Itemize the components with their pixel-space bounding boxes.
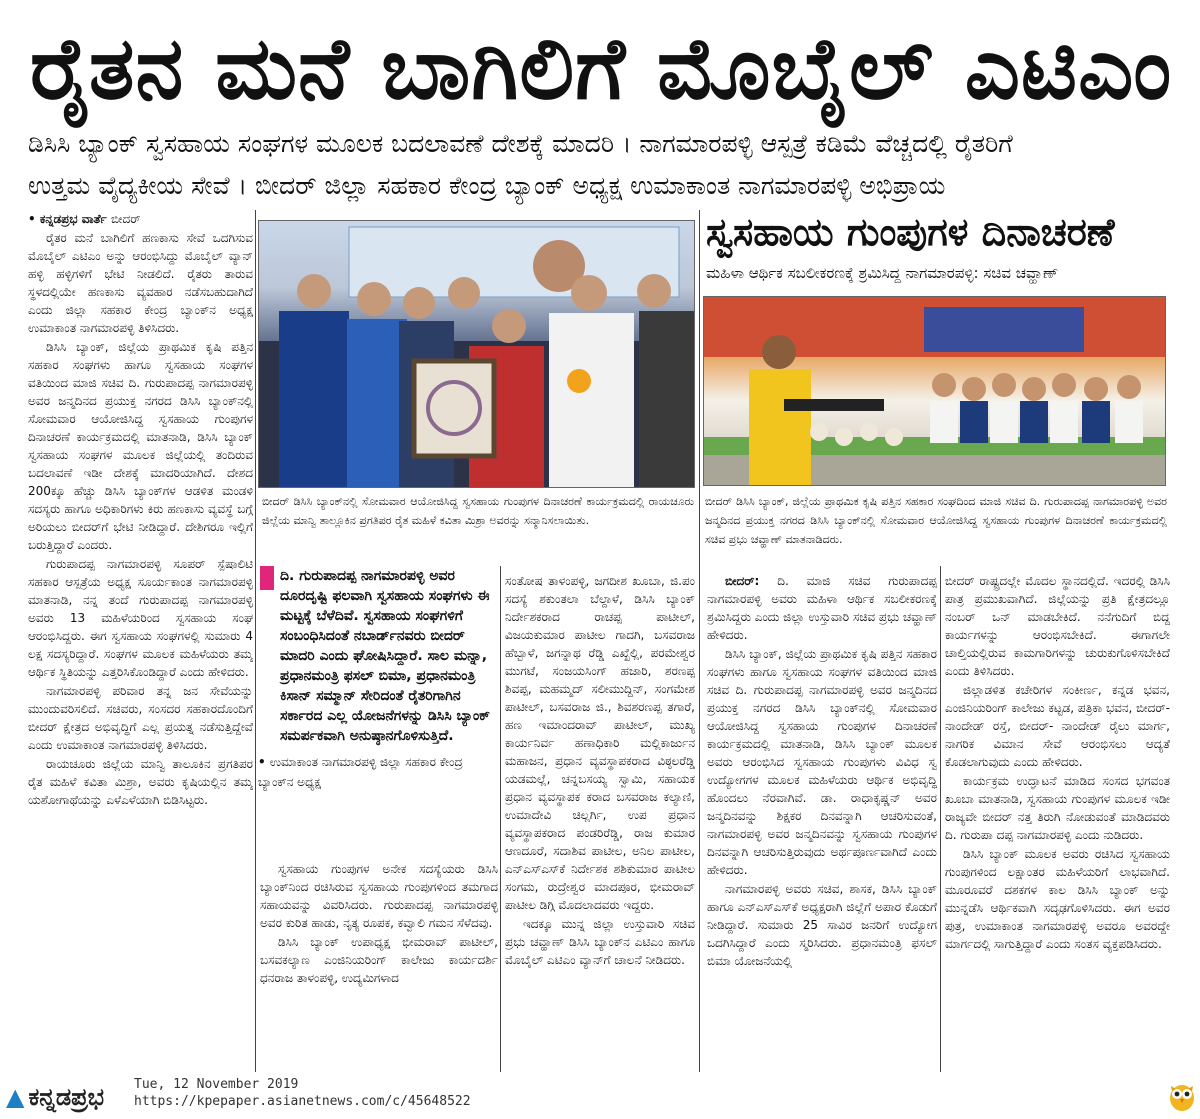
photo-felicitation-illustration (259, 221, 695, 488)
paragraph: ಗುರುಪಾದಪ್ಪ ನಾಗಮಾರಪಳ್ಳಿ ಸೂಪರ್ ಸ್ಪೆಷಾಲಿಟಿ ಸಹಕಾರ ಆಸ್ಪತ್ರೆಯ ಅಧ್ಯಕ್ಷ ಸೂರ್ಯಕಾಂತ ನಾಗಮಾರಪಳ್ಳಿ ಮಾತನಾಡಿ, ನನ್ನ ತಂದೆ ಗುರುಪಾದಪ್ಪ ನಾಗಮಾರಪಳ್ಳಿ ಅವರು 13 ಮಹಿಳೆಯರಿಂದ ಸ್ವಸಹಾಯ ಸಂಘ ಆರಂಭಿಸಿದ್ದರು. ಈಗ ಸ್ವಸಹಾಯ ಸಂಘಗಳಲ್ಲಿ ಸುಮಾರು 4 ಲಕ್ಷ ಸದಸ್ಯರಿದ್ದಾರೆ. ಸಂಘಗಳ ಮೂಲಕ ಮಹಿಳೆಯರು ತಮ್ಮ ಆರ್ಥಿಕ ಸ್ಥಿತಿಯನ್ನು ಎತ್ತರಿಸಿಕೊಂಡಿದ್ದಾರೆ ಎಂದು ಹೇಳಿದರು. (28, 557, 253, 679)
publication-logo (6, 1083, 104, 1111)
paragraph: ಬೀದರ್ ರಾಷ್ಟ್ರದಲ್ಲೇ ಮೊದಲ ಸ್ಥಾನದಲ್ಲಿದೆ. ಇದರಲ್ಲಿ ಡಿಸಿಸಿ ಪಾತ್ರ ಪ್ರಮುಖವಾಗಿದೆ. ಜಿಲ್ಲೆಯನ್ನು ಪ್ರತಿ ಕ್ಷೇತ್ರದಲ್ಲೂ ನಂಬರ್ ಒನ್ ಮಾಡಬೇಕಿದೆ. ನನೆಗುದಿಗೆ ಬಿದ್ದ ಕಾರ್ಯಗಳನ್ನು ಆರಂಭಿಸಬೇಕಿದೆ. ಈಗಾಗಲೇ ಚಾಲ್ತಿಯಲ್ಲಿರುವ ಕಾಮಗಾರಿಗಳನ್ನು ಚುರುಕುಗೊಳಿಸಬೇಕಿದೆ ಎಂದು ತಿಳಿಸಿದರು. (945, 574, 1170, 678)
article-column-4 (707, 572, 937, 1072)
paragraph: ಡಿಸಿಸಿ ಬ್ಯಾಂಕ್, ಜಿಲ್ಲೆಯ ಪ್ರಾಥಮಿಕ ಕೃಷಿ ಪತ್ತಿನ ಸಹಕಾರ ಸಂಘಗಳು ಹಾಗೂ ಸ್ವಸಹಾಯ ಸಂಘಗಳ ವತಿಯಿಂದ ಮಾಜಿ ಸಚಿವ ದಿ. ಗುರುಪಾದಪ್ಪ ನಾಗಮಾರಪಳ್ಳಿ ಅವರ ಜನ್ಮದಿನದ ಪ್ರಯುಕ್ತ ನಗರದ ಡಿಸಿಸಿ ಬ್ಯಾಂಕ್‌ನಲ್ಲಿ ಸೋಮವಾರ ಆಯೋಜಿಸಿದ್ದ ಸ್ವಸಹಾಯ ಗುಂಪುಗಳ ದಿನಾಚರಣೆ ಕಾರ್ಯಕ್ರಮದಲ್ಲಿ ಮಾತನಾಡಿ, ಡಿಸಿಸಿ ಬ್ಯಾಂಕ್ ಸ್ವಸಹಾಯ ಸಂಘಗಳ ಮೂಲಕ ಜಿಲ್ಲೆಯಲ್ಲಿ ತಂದಿರುವ ಬದಲಾವಣೆ ಇಡೀ ದೇಶಕ್ಕೆ ಮಾದರಿಯಾಗಿದೆ. ದೇಶದ 200ಕ್ಕೂ ಹೆಚ್ಚು ಡಿಸಿಸಿ ಬ್ಯಾಂಕ್‌ಗಳ ಆಡಳಿತ ಮಂಡಳಿ ಸದಸ್ಯರು ಹಾಗೂ ಅಧಿಕಾರಿಗಳು ಕಿರು ಹಣಕಾಸು ವ್ಯವಸ್ಥೆ ಬಗ್ಗೆ ಅರಿಯಲು ಬೀದರ್‌ಗೆ ಭೇಟಿ ನೀಡಿದ್ದಾರೆ. ದೇಶಿಗರೂ ಇಲ್ಲಿಗೆ ಬರುತ್ತಿದ್ದಾರೆ ಎಂದರು. (28, 340, 253, 552)
paragraph-text: ದಿ. ಮಾಜಿ ಸಚಿವ ಗುರುಪಾದಪ್ಪ ನಾಗಮಾರಪಳ್ಳಿ ಅವರು ಮಹಿಳಾ ಆರ್ಥಿಕ ಸಬಲೀಕರಣಕ್ಕೆ ಶ್ರಮಿಸಿದ್ದರು ಎಂದು ಜಿಲ್ಲಾ ಉಸ್ತುವಾರಿ ಸಚಿವ ಪ್ರಭು ಚವ್ಹಾಣ್ ಹೇಳಿದರು. (707, 574, 937, 642)
pull-quote (258, 566, 498, 792)
byline-location: ಬೀದರ್ (110, 212, 141, 226)
owl-icon (1167, 1080, 1197, 1112)
paragraph: ಸ್ವಸಹಾಯ ಗುಂಪುಗಳ ಅನೇಕ ಸದಸ್ಯೆಯರು ಡಿಸಿಸಿ ಬ್ಯಾಂಕ್‌ನಿಂದ ರಚಿಸಿರುವ ಸ್ವಸಹಾಯ ಗುಂಪುಗಳಿಂದ ತಮಗಾದ ಸಹಾಯವನ್ನು ವಿವರಿಸಿದರು. ಗುರುಪಾದಪ್ಪ ನಾಗಮಾರಪಳ್ಳಿ ಅವರ ಕುರಿತ ಹಾಡು, ನೃತ್ಯ ರೂಪಕ, ಕವ್ವಾಲಿ ಗಮನ ಸೆಳೆದವು. (260, 862, 498, 930)
photo-minister-speech-caption: ಬೀದರ್ ಡಿಸಿಸಿ ಬ್ಯಾಂಕ್, ಜಿಲ್ಲೆಯ ಪ್ರಾಥಮಿಕ ಕೃಷಿ ಪತ್ತಿನ ಸಹಕಾರ ಸಂಘದಿಂದ ಮಾಜಿ ಸಚಿವ ದಿ. ಗುರುಪಾದಪ್ಪ ನಾಗಮಾರಪಳ್ಳಿ ಅವರ ಜನ್ಮದಿನದ ಪ್ರಯುಕ್ತ ನಗರದ ಡಿಸಿಸಿ ಬ್ಯಾಂಕ್‌ನಲ್ಲಿ ಸೋಮವಾರ ಆಯೋಜಿಸಿದ್ದ ಸ್ವಸಹಾಯ ಗುಂಪುಗಳ ದಿನಾಚರಣೆ ಕಾರ್ಯಕ್ರಮದಲ್ಲಿ ಸಚಿವ ಪ್ರಭು ಚವ್ಹಾಣ್ ಮಾತನಾಡಿದರು. (705, 495, 1167, 546)
section-subtitle: ಮಹಿಳಾ ಆರ್ಥಿಕ ಸಬಲೀಕರಣಕ್ಕೆ ಶ್ರಮಿಸಿದ್ದ ನಾಗಮಾರಪಳ್ಳಿ: ಸಚಿವ ಚವ್ಹಾಣ್ (706, 264, 1059, 282)
subdeck-line-1: ಡಿಸಿಸಿ ಬ್ಯಾಂಕ್ ಸ್ವಸಹಾಯ ಸಂಘಗಳ ಮೂಲಕ ಬದಲಾವಣೆ ದೇಶಕ್ಕೆ ಮಾದರಿ । ನಾಗಮಾರಪಳ್ಳಿ ಆಸ್ಪತ್ರೆ ಕಡಿಮೆ ವೆಚ್ಚದಲ್ಲಿ ರೈತರಿಗೆ (28, 129, 1013, 158)
paragraph: ರಾಯಚೂರು ಜಿಲ್ಲೆಯ ಮಾನ್ವಿ ತಾಲೂಕಿನ ಪ್ರಗತಿಪರ ರೈತ ಮಹಿಳೆ ಕವಿತಾ ಮಿಶ್ರಾ, ಅವರು ಕೃಷಿಯಲ್ಲಿನ ತಮ್ಮ ಯಶೋಗಾಥೆಯನ್ನು ಎಳೆಎಳೆಯಾಗಿ ಬಿಡಿಸಿಟ್ಟರು. (28, 757, 253, 807)
column-divider (699, 210, 700, 1072)
photo-minister-speech-illustration (704, 297, 1166, 486)
subdeck-line-2: ಉತ್ತಮ ವೈದ್ಯಕೀಯ ಸೇವೆ । ಬೀದರ್ ಜಿಲ್ಲಾ ಸಹಕಾರ ಕೇಂದ್ರ ಬ್ಯಾಂಕ್ ಅಧ್ಯಕ್ಷ ಉಮಾಕಾಂತ ನಾಗಮಾರಪಳ್ಳಿ ಅಭಿಪ್ರಾಯ (28, 171, 946, 200)
pull-quote-text: ದಿ. ಗುರುಪಾದಪ್ಪ ನಾಗಮಾರಪಳ್ಳಿ ಅವರ ದೂರದೃಷ್ಟಿ ಫಲವಾಗಿ ಸ್ವಸಹಾಯ ಸಂಘಗಳು ಈ ಮಟ್ಟಕ್ಕೆ ಬೆಳೆದಿವೆ. ಸ್ವಸಹಾಯ ಸಂಘಗಳಿಗೆ ಸಂಬಂಧಿಸಿದಂತೆ ನಬಾರ್ಡ್‌ನವರು ಬೀದರ್ ಮಾದರಿ ಎಂದು ಘೋಷಿಸಿದ್ದಾರೆ. ಸಾಲ ಮನ್ನಾ, ಪ್ರಧಾನಮಂತ್ರಿ ಫಸಲ್ ಬಿಮಾ, ಪ್ರಧಾನಮಂತ್ರಿ ಕಿಸಾನ್ ಸಮ್ಮಾನ್ ಸೇರಿದಂತೆ ರೈತರಿಗಾಗಿನ ಸರ್ಕಾರದ ಎಲ್ಲ ಯೋಜನೆಗಳನ್ನು ಡಿಸಿಸಿ ಬ್ಯಾಂಕ್ ಸಮರ್ಪಕವಾಗಿ ಅನುಷ್ಠಾನಗೊಳಿಸುತ್ತಿದೆ. (280, 568, 491, 744)
paragraph: ಜಿಲ್ಲಾಡಳಿತ ಕಚೇರಿಗಳ ಸಂಕೀರ್ಣ, ಕನ್ನಡ ಭವನ, ಎಂಜಿನಿಯರಿಂಗ್ ಕಾಲೇಜು ಕಟ್ಟಡ, ಪತ್ರಿಕಾ ಭವನ, ಬೀದರ್- ನಾಂದೇಡ್ ರಸ್ತೆ, ಬೀದರ್- ನಾಂದೇಡ್ ರೈಲು ಮಾರ್ಗ, ನಾಗರಿಕ ವಿಮಾನ ಸೇವೆ ಆರಂಭಿಸಲು ಆದ್ಯತೆ ಕೊಡಲಾಗುವುದು ಎಂದು ಹೇಳಿದರು. (945, 683, 1170, 769)
paragraph: ಇದಕ್ಕೂ ಮುನ್ನ ಜಿಲ್ಲಾ ಉಸ್ತುವಾರಿ ಸಚಿವ ಪ್ರಭು ಚವ್ಹಾಣ್ ಡಿಸಿಸಿ ಬ್ಯಾಂಕ್‌ನ ಎಟಿಎಂ ಹಾಗೂ ಮೊಬೈಲ್ ಎಟಿಎಂ ವ್ಯಾನ್‌ಗೆ ಚಾಲನೆ ನೀಡಿದರು. (505, 917, 695, 967)
edition-date: Tue, 12 November 2019 (134, 1077, 299, 1092)
pull-quote-attribution (258, 752, 498, 792)
photo-minister-speech (703, 296, 1166, 486)
photo-felicitation (258, 220, 695, 488)
article-column-2 (260, 860, 498, 1072)
paragraph: ಸಂತೋಷ ತಾಳಂಪಳ್ಳಿ, ಜಗದೀಶ ಖೂಬಾ, ಜಿ.ಪಂ ಸದಸ್ಯೆ ಶಕುಂತಲಾ ಬೆಲ್ದಾಳೆ, ಡಿಸಿಸಿ ಬ್ಯಾಂಕ್ ನಿರ್ದೇಶಕರಾದ ರಾಚಪ್ಪ ಪಾಟೀಲ್, ವಿಜಯಕುಮಾರ ಪಾಟೀಲ ಗಾದಗಿ, ಬಸವರಾಜ ಹೆಬ್ಬಾಳೆ, ಜಗನ್ನಾಥ ರೆಡ್ಡಿ ಎಖ್ಖೆಲ್ಲಿ, ಪರಮೇಶ್ವರ ಮುಗಟೆ, ಸಂಜಯಸಿಂಗ್ ಹಜಾರಿ, ಶರಣಪ್ಪ ಶಿವಪ್ಪ, ಮಹಮ್ಮದ್ ಸಲೀಮುದ್ದಿನ್, ಸಂಗಮೇಶ ಪಾಟೀಲ್, ಬಸವರಾಜ ಜಿ., ಶಿವಶರಣಪ್ಪ ತಗಾರೆ, ಹಣ ಇಮಾಂದರಾವ್ ಪಾಟೀಲ್, ಮುಖ್ಯ ಕಾರ್ಯನಿರ್ವ ಹಣಾಧಿಕಾರಿ ಮಲ್ಲಿಕಾರ್ಜುನ ಮಹಾಜನ, ಪ್ರಧಾನ ವ್ಯವಸ್ಥಾಪಕರಾದ ವಿಠ್ಠಲರೆಡ್ಡಿ ಯಡಮಲ್ಲೆ, ಚನ್ನಬಸಯ್ಯ ಸ್ವಾಮಿ, ಸಹಾಯಕ ಪ್ರಧಾನ ವ್ಯವಸ್ಥಾಪಕ ಕರಾದ ಬಸವರಾಜ ಕಲ್ಯಾಣಿ, ಉಮಾದೇವಿ ಚಿಲ್ಲರ್ಗಿ, ಉಪ ಪ್ರಧಾನ ವ್ಯವಸ್ಥಾಪಕರಾದ ಪಂಡರಿರೆಡ್ಡಿ, ರಾಜ ಕುಮಾರ ಆಣದೂರೆ, ಸದಾಶಿವ ಪಾಟೀಲ, ಅನಿಲ ಪಾಟೀಲ, ಎನ್‌ಎಸ್‌ಎಸ್‌ಕೆ ನಿರ್ದೇಶಕ ಶಶಿಕುಮಾರ ಪಾಟೀಲ ಸಂಗಮ, ರುದ್ರೇಶ್ವರ ಮಾದಪೂರ, ಭೀಮರಾವ್ ಪಾಟೀಲ ಡಿಗ್ಗಿ ಮೊದಲಾದವರು ಇದ್ದರು. (505, 574, 695, 912)
paragraph: ನಾಗಮಾರಪಳ್ಳಿ ಪರಿವಾರ ತನ್ನ ಜನ ಸೇವೆಯನ್ನು ಮುಂದುವರಿಸಲಿದೆ. ಸಚಿವರು, ಸಂಸದರ ಸಹಕಾರದೊಂದಿಗೆ ಬೀದರ್ ಕ್ಷೇತ್ರದ ಅಭಿವೃದ್ಧಿಗೆ ಎಲ್ಲ ಪ್ರಯತ್ನ ನಡೆಸುತ್ತಿದ್ದೇವೆ ಎಂದು ಉಮಾಕಾಂತ ನಾಗಮಾರಪಳ್ಳಿ ತಿಳಿಸಿದರು. (28, 684, 253, 752)
column-divider (255, 210, 256, 1072)
paragraph: ಕಾರ್ಯಕ್ರಮ ಉದ್ಘಾಟನೆ ಮಾಡಿದ ಸಂಸದ ಭಗವಂತ ಖೂಬಾ ಮಾತನಾಡಿ, ಸ್ವಸಹಾಯ ಗುಂಪುಗಳ ಮೂಲಕ ಇಡೀ ರಾಜ್ಯವೇ ಬೀದರ್ ನತ್ತ ತಿರುಗಿ ನೋಡುವಂತೆ ಮಾಡಿದವರು ದಿ. ಗುರುಪಾ ದಪ್ಪ ನಾಗಮಾರಪಳ್ಳಿ ಎಂದು ನುಡಿದರು. (945, 774, 1170, 842)
byline-author: • ಕನ್ನಡಪ್ರಭ ವಾರ್ತೆ (28, 212, 107, 226)
headline: ರೈತನ ಮನೆ ಬಾಗಿಲಿಗೆ ಮೊಬೈಲ್ ಎಟಿಎಂ (30, 19, 1173, 119)
publication-logo-text: ಕನ್ನಡಪ್ರಭ (28, 1083, 104, 1111)
paragraph: ಡಿಸಿಸಿ ಬ್ಯಾಂಕ್ ಉಪಾಧ್ಯಕ್ಷ ಭೀಮರಾವ್ ಪಾಟೀಲ್, ಬಸವಕಲ್ಯಾಣ ಎಂಜಿನಿಯರಿಂಗ್ ಕಾಲೇಜು ಕಾರ್ಯದರ್ಶಿ ಧನರಾಜ ತಾಳಂಪಳ್ಳಿ, ಉದ್ಯಮಿಗಳಾದ (260, 935, 498, 985)
quote-mark-icon (260, 566, 274, 590)
section-title: ಸ್ವಸಹಾಯ ಗುಂಪುಗಳ ದಿನಾಚರಣೆ (706, 210, 1115, 254)
article-column-1 (28, 210, 253, 1072)
logo-arrow-icon: ▲ (6, 1083, 25, 1111)
paragraph (707, 572, 937, 644)
byline (28, 210, 253, 228)
pull-quote-attribution-text: ಉಮಾಕಾಂತ ನಾಗಮಾರಪಳ್ಳಿ ಜಿಲ್ಲಾ ಸಹಕಾರ ಕೇಂದ್ರ ಬ್ಯಾಂಕ್‌ನ ಅಧ್ಯಕ್ಷ (258, 755, 463, 789)
paragraph: ಡಿಸಿಸಿ ಬ್ಯಾಂಕ್, ಜಿಲ್ಲೆಯ ಪ್ರಾಥಮಿಕ ಕೃಷಿ ಪತ್ತಿನ ಸಹಕಾರ ಸಂಘಗಳು ಹಾಗೂ ಸ್ವಸಹಾಯ ಸಂಘಗಳ ವತಿಯಿಂದ ಮಾಜಿ ಸಚಿವ ದಿ. ಗುರುಪಾದಪ್ಪ ನಾಗಮಾರಪಳ್ಳಿ ಅವರ ಜನ್ಮದಿನದ ಪ್ರಯುಕ್ತ ನಗರದ ಡಿಸಿಸಿ ಬ್ಯಾಂಕ್‌ನಲ್ಲಿ ಸೋಮವಾರ ಆಯೋಜಿಸಿದ್ದ ಸ್ವಸಹಾಯ ಗುಂಪುಗಳ ದಿನಾಚರಣೆ ಕಾರ್ಯಕ್ರಮದಲ್ಲಿ ಮಾತನಾಡಿ, ಡಿಸಿಸಿ ಬ್ಯಾಂಕ್ ಮೂಲಕ ಅವರು ಆರಂಭಿಸಿದ ಸ್ವಸಹಾಯ ಗುಂಪುಗಳು ವಿವಿಧ ಸ್ವ ಉದ್ಯೋಗಗಳ ಮೂಲಕ ಮಹಿಳೆಯರು ಆರ್ಥಿಕ ಅಭಿವೃದ್ಧಿ ಹೊಂದಲು ನೆರವಾಗಿವೆ. ಡಾ. ರಾಧಾಕೃಷ್ಣನ್ ಅವರ ಜನ್ಮದಿನವನ್ನು ಶಿಕ್ಷಕರ ದಿನವನ್ನಾಗಿ ಆಚರಿಸುವಂತೆ, ನಾಗಮಾರಪಳ್ಳಿ ಅವರ ಜನ್ಮದಿನವನ್ನು ಸ್ವಸಹಾಯ ಗುಂಪುಗಳ ದಿನವನ್ನಾಗಿ ಆಚರಿಸುತ್ತಿರುವುದು ಅರ್ಥಪೂರ್ಣವಾಗಿದೆ ಎಂದು ಹೇಳಿದರು. (707, 647, 937, 877)
paragraph: ನಾಗಮಾರಪಳ್ಳಿ ಅವರು ಸಚಿವ, ಶಾಸಕ, ಡಿಸಿಸಿ ಬ್ಯಾಂಕ್ ಹಾಗೂ ಎನ್‌ಎಸ್‌ಎಸ್‌ಕೆ ಅಧ್ಯಕ್ಷರಾಗಿ ಜಿಲ್ಲೆಗೆ ಅಪಾರ ಕೊಡುಗೆ ನೀಡಿದ್ದಾರೆ. ಸುಮಾರು 25 ಸಾವಿರ ಜನರಿಗೆ ಉದ್ಯೋಗ ಒದಗಿಸಿದ್ದಾರೆ ಎಂದು ಸ್ಮರಿಸಿದರು. ಪ್ರಧಾನಮಂತ್ರಿ ಫಸಲ್ ಬಿಮಾ ಯೋಜನೆಯಲ್ಲಿ (707, 882, 937, 968)
column-divider (500, 566, 501, 1072)
paragraph: ರೈತರ ಮನೆ ಬಾಗಿಲಿಗೆ ಹಣಕಾಸು ಸೇವೆ ಒದಗಿಸುವ ಮೊಬೈಲ್ ಎಟಿಎಂ ಅನ್ನು ಆರಂಭಿಸಿದ್ದು ಮೊಬೈಲ್ ವ್ಯಾನ್ ಹಳ್ಳಿ ಹಳ್ಳಿಗಳಿಗೆ ಭೇಟಿ ನೀಡಲಿದೆ. ರೈತರು ತಾರುವ ಸ್ಥಳದಲ್ಲಿಯೇ ಹಣಕಾಸು ವ್ಯವಹಾರ ನಡೆಸಬಹುದಾಗಿದೆ ಎಂದು ಜಿಲ್ಲಾ ಸಹಕಾರ ಕೇಂದ್ರ ಬ್ಯಾಂಕ್‌ನ ಅಧ್ಯಕ್ಷ ಉಮಾಕಾಂತ ನಾಗಮಾರಪಳ್ಳಿ ತಿಳಿಸಿದರು. (28, 231, 253, 335)
dateline: ಬೀದರ್: (725, 574, 760, 588)
article-column-3 (505, 572, 695, 1072)
column-divider (940, 566, 941, 1072)
photo-felicitation-caption: ಬೀದರ್ ಡಿಸಿಸಿ ಬ್ಯಾಂಕ್‌ನಲ್ಲಿ ಸೋಮವಾರ ಆಯೋಜಿಸಿದ್ದ ಸ್ವಸಹಾಯ ಗುಂಪುಗಳ ದಿನಾಚರಣೆ ಕಾರ್ಯಕ್ರಮದಲ್ಲಿ ರಾಯಚೂರು ಜಿಲ್ಲೆಯ ಮಾನ್ವಿ ತಾಲ್ಲೂಕಿನ ಪ್ರಗತಿಪರ ರೈತ ಮಹಿಳೆ ಕವಿತಾ ಮಿಶ್ರಾ ಅವರನ್ನು ಸನ್ಮಾನಿಸಲಾಯಿತು. (262, 495, 694, 527)
edition-url[interactable]: https://kpepaper.asianetnews.com/c/45648522 (134, 1094, 471, 1109)
paragraph: ಡಿಸಿಸಿ ಬ್ಯಾಂಕ್ ಮೂಲಕ ಅವರು ರಚಿಸಿದ ಸ್ವಸಹಾಯ ಗುಂಪುಗಳಿಂದ ಲಕ್ಷಾಂತರ ಮಹಿಳೆಯರಿಗೆ ಲಾಭವಾಗಿದೆ. ಮೂರೂವರೆ ದಶಕಗಳ ಕಾಲ ಡಿಸಿಸಿ ಬ್ಯಾಂಕ್ ಅನ್ನು ಮುನ್ನಡೆಸಿ ಆರ್ಥಿಕವಾಗಿ ಸದೃಢಗೊಳಿಸಿದರು. ಈಗ ಅವರ ಪುತ್ರ, ಉಮಾಕಾಂತ ನಾಗಮಾರಪಳ್ಳಿ ಅವರೂ ಅವರದ್ದೇ ಮಾರ್ಗದಲ್ಲಿ ಸಾಗುತ್ತಿದ್ದಾರೆ ಎಂದು ಸಂತಸ ವ್ಯಕ್ತಪಡಿಸಿದರು. (945, 847, 1170, 951)
article-column-5 (945, 572, 1170, 1072)
footer-meta (134, 1076, 471, 1110)
bullet-icon: • (258, 755, 270, 769)
